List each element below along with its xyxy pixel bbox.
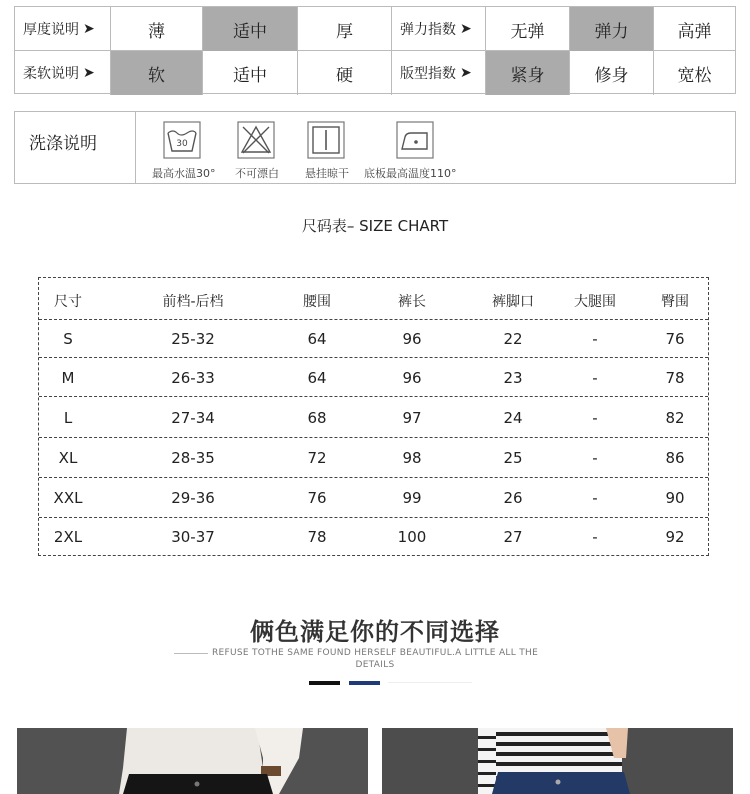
cell-thigh: -	[592, 369, 598, 387]
cell-leg-opening: 25	[503, 449, 523, 467]
wash-title: 洗涤说明	[29, 134, 97, 154]
wash-divider	[135, 112, 136, 183]
no-bleach-label: 不可漂白	[235, 167, 279, 180]
cell-leg-opening: 22	[503, 330, 523, 348]
softness-label	[15, 51, 111, 95]
cell-length: 98	[402, 449, 422, 467]
fit-option-tight: 紧身	[486, 51, 570, 95]
cell-thigh: -	[592, 489, 598, 507]
cell-rise: 25-32	[171, 330, 215, 348]
banner-line	[174, 653, 208, 654]
cell-rise: 29-36	[171, 489, 215, 507]
arrow-icon: ➤	[83, 21, 95, 37]
cell-rise: 28-35	[171, 449, 215, 467]
cell-leg-opening: 23	[503, 369, 523, 387]
cell-leg-opening: 26	[503, 489, 523, 507]
table-row	[39, 319, 708, 358]
header-thigh: 大腿围	[574, 294, 616, 310]
cell-leg-opening: 24	[503, 409, 523, 427]
cell-hip: 92	[665, 528, 685, 546]
softness-label-text: 柔软说明	[23, 66, 79, 82]
table-row	[39, 517, 708, 556]
attribute-grid	[14, 6, 736, 94]
product-photo-navy	[382, 728, 733, 794]
thickness-option-thin: 薄	[111, 7, 203, 51]
cell-waist: 64	[307, 330, 327, 348]
cell-hip: 78	[665, 369, 685, 387]
cell-size: 2XL	[53, 528, 83, 546]
table-header-row	[39, 278, 708, 319]
elasticity-label	[392, 7, 486, 51]
cell-hip: 76	[665, 330, 685, 348]
wash-30-icon	[163, 121, 201, 159]
cell-size: L	[63, 409, 73, 427]
product-photo-black-image	[17, 728, 368, 794]
cell-thigh: -	[592, 330, 598, 348]
fit-label-text: 版型指数	[400, 66, 456, 82]
iron-low-label: 底板最高温度110°	[364, 167, 457, 180]
cell-thigh: -	[592, 528, 598, 546]
arrow-icon: ➤	[460, 65, 472, 81]
cell-length: 97	[402, 409, 422, 427]
header-hip: 臀围	[661, 294, 689, 310]
softness-option-hard: 硬	[298, 51, 392, 95]
cell-thigh: -	[592, 449, 598, 467]
hang-dry-icon	[307, 121, 345, 159]
cell-size: XXL	[53, 489, 83, 507]
cell-length: 100	[397, 528, 427, 546]
size-chart-table	[38, 277, 709, 556]
wash-temp-text: 30	[176, 139, 188, 149]
softness-option-soft: 软	[111, 51, 203, 95]
cell-size: S	[63, 330, 73, 348]
thickness-label	[15, 7, 111, 51]
arrow-icon: ➤	[460, 21, 472, 37]
elasticity-option-high: 高弹	[677, 21, 712, 42]
arrow-icon: ➤	[83, 65, 95, 81]
thickness-option-medium: 适中	[203, 7, 298, 51]
color-swatch-black	[309, 681, 340, 685]
cell-rise: 26-33	[171, 369, 215, 387]
header-rise: 前档-后档	[162, 294, 224, 310]
cell-leg-opening: 27	[503, 528, 523, 546]
softness-option-medium: 适中	[203, 51, 298, 95]
table-row	[39, 477, 708, 518]
cell-size: XL	[58, 449, 78, 467]
elasticity-label-text: 弹力指数	[400, 22, 456, 38]
thickness-label-text: 厚度说明	[23, 22, 79, 38]
fit-label	[392, 51, 486, 95]
elasticity-option-none: 无弹	[486, 7, 570, 51]
cell-waist: 64	[307, 369, 327, 387]
header-size: 尺寸	[54, 294, 82, 310]
hang-dry-label: 悬挂晾干	[305, 167, 349, 180]
elasticity-option-stretch: 弹力	[570, 7, 654, 51]
cell-rise: 27-34	[171, 409, 215, 427]
cell-hip: 82	[665, 409, 685, 427]
cell-waist: 72	[307, 449, 327, 467]
cell-size: M	[61, 369, 75, 387]
no-bleach-icon	[237, 121, 275, 159]
banner-title: 俩色满足你的不同选择	[250, 617, 500, 646]
iron-low-icon	[396, 121, 434, 159]
header-waist: 腰围	[303, 294, 331, 310]
cell-hip: 90	[665, 489, 685, 507]
wash-instructions	[14, 111, 736, 184]
fit-option-slim: 修身	[570, 51, 654, 95]
table-row	[39, 357, 708, 397]
table-row	[39, 437, 708, 478]
cell-length: 96	[402, 330, 422, 348]
cell-waist: 68	[307, 409, 327, 427]
cell-rise: 30-37	[171, 528, 215, 546]
thickness-option-thick: 厚	[298, 7, 392, 51]
table-row	[39, 396, 708, 438]
fit-option-loose: 宽松	[677, 65, 712, 86]
size-chart-title: 尺码表– SIZE CHART	[301, 217, 449, 235]
cell-length: 99	[402, 489, 422, 507]
banner-subtitle: REFUSE TOTHE SAME FOUND HERSELF BEAUTIFUL.A LITTLE ALL THE DETAILS	[211, 648, 539, 670]
header-length: 裤长	[398, 294, 426, 310]
header-leg-opening: 裤脚口	[492, 294, 534, 310]
cell-waist: 76	[307, 489, 327, 507]
cell-length: 96	[402, 369, 422, 387]
product-photo-navy-image	[382, 728, 733, 794]
cell-hip: 86	[665, 449, 685, 467]
color-swatch-navy	[349, 681, 380, 685]
cell-thigh: -	[592, 409, 598, 427]
wash-30-label: 最高水温30°	[152, 167, 216, 180]
product-photo-black	[17, 728, 368, 794]
swatch-track	[388, 682, 472, 683]
cell-waist: 78	[307, 528, 327, 546]
